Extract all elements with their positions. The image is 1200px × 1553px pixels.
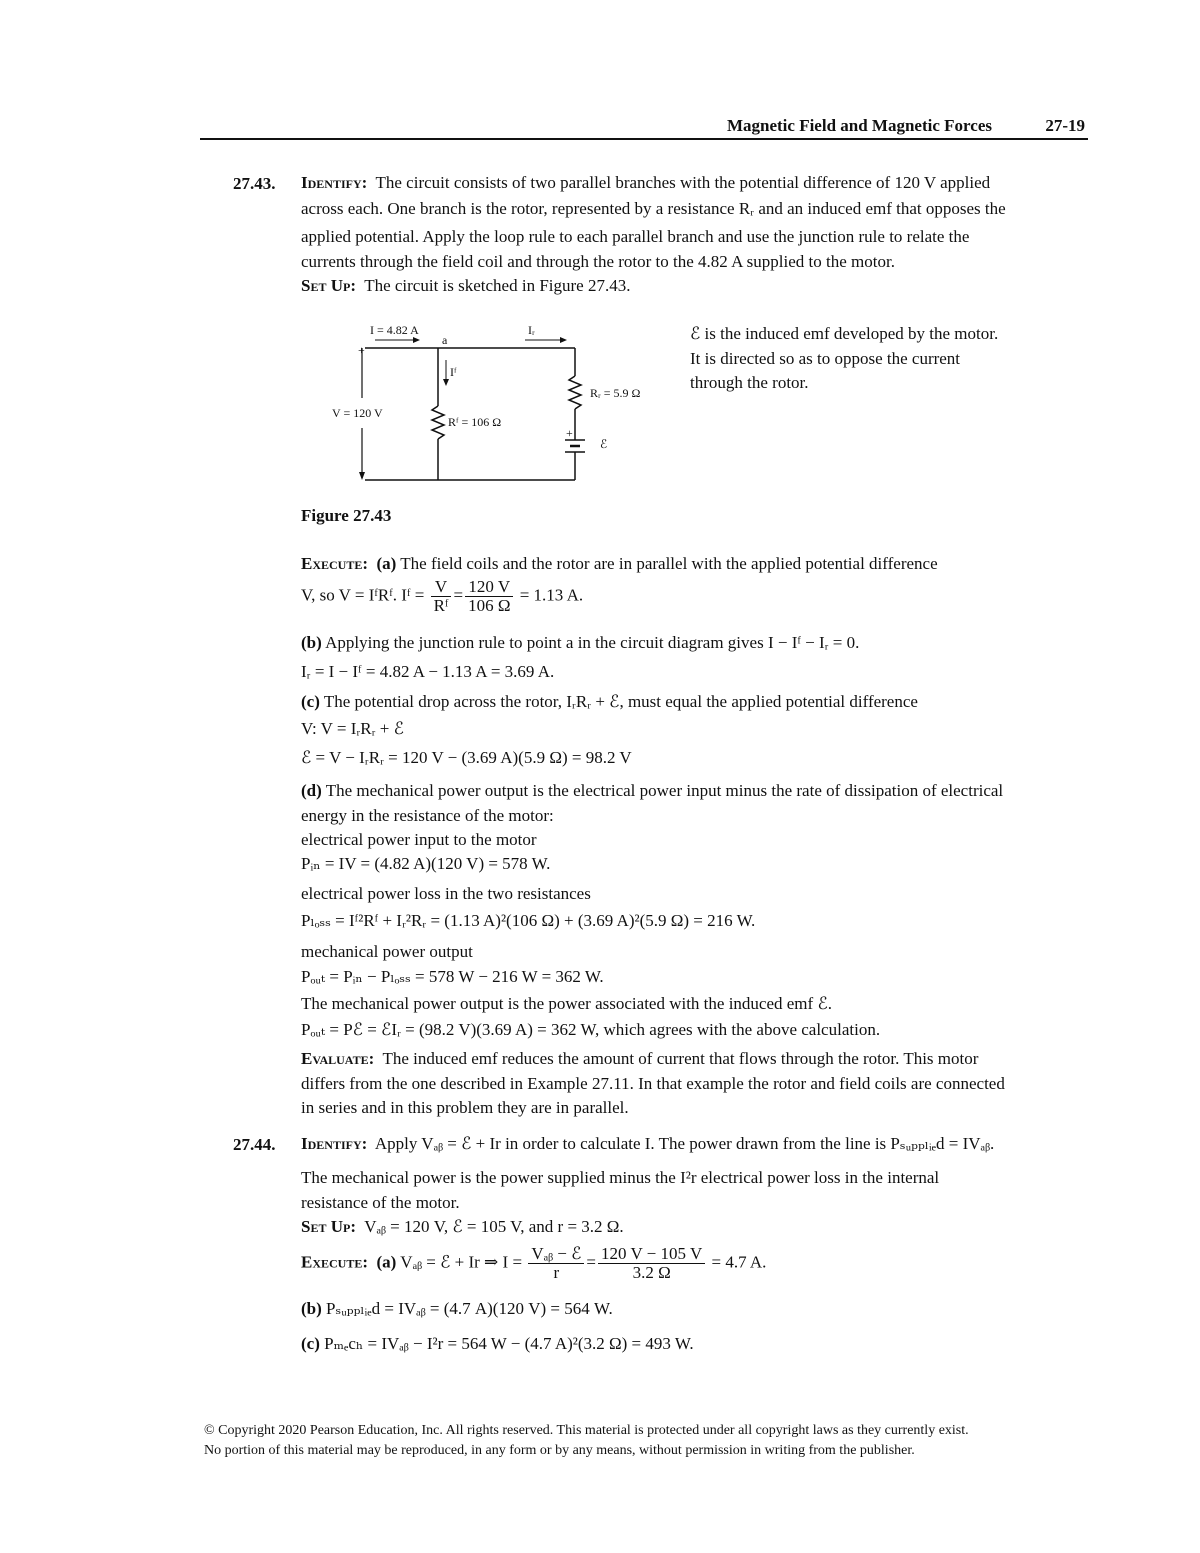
- evaluate-label: Evaluate:: [301, 1049, 375, 1068]
- evaluate-line-2: differs from the one described in Example 27.11. In that example the rotor and field coils are connected: [301, 1074, 1005, 1093]
- page-number: 27-19: [1045, 116, 1085, 135]
- evaluate-text: The induced emf reduces the amount of current that flows through the rotor. This motor: [382, 1049, 979, 1068]
- p44-part-a-result: = 4.7 A.: [711, 1252, 767, 1272]
- p44-identify-text: Apply Vₐᵦ = ℰ + Ir in order to calculate I. The power drawn from the line is Pₛᵤₚₚₗᵢₑd = IVₐᵦ.: [374, 1134, 995, 1153]
- part-b-line: [301, 632, 859, 654]
- fraction-numeric: $\frac{120 V - 105 V}{3.2 \Omega}$: [598, 1245, 705, 1282]
- part-d-equation-4: Pₒᵤₜ = Pℰ = ℰIᵣ = (98.2 V)(3.69 A) = 362 W, which agrees with the above calculation.: [301, 1020, 881, 1039]
- part-a-eq-pre: V, so V = IᶠRᶠ. Iᶠ =: [301, 585, 425, 605]
- fraction-120-over-106: $\frac{120 V}{106 \Omega}$: [465, 578, 513, 615]
- part-d-text: The mechanical power output is the electrical power input minus the rate of dissipation of electrical: [325, 781, 1004, 800]
- label-node-a: a: [442, 333, 448, 347]
- part-d-text-2: energy in the resistance of the motor:: [301, 806, 554, 825]
- identify-line-4: currents through the field coil and through the rotor to the 4.82 A supplied to the motor.: [301, 252, 895, 271]
- label-source-plus: +: [358, 343, 365, 357]
- label-If: Iᶠ: [450, 365, 457, 379]
- evaluate-line-1: [301, 1048, 978, 1070]
- p44-execute-label: Execute:: [301, 1252, 369, 1272]
- part-d-text-6: The mechanical power output is the power associated with the induced emf ℰ.: [301, 994, 832, 1013]
- p44-part-b-equation: Pₛᵤₚₚₗᵢₑd = IVₐᵦ = (4.7 A)(120 V) = 564 W.: [326, 1299, 613, 1318]
- p44-setup-label: Set Up:: [301, 1217, 356, 1236]
- part-c-text: The potential drop across the rotor, IᵣRᵣ + ℰ, must equal the applied potential difference: [323, 692, 918, 711]
- label-Ir: Iᵣ: [528, 323, 535, 337]
- figure-caption: Figure 27.43: [301, 506, 392, 525]
- running-header: [200, 112, 1088, 140]
- part-d-text-3: electrical power input to the motor: [301, 830, 537, 849]
- p44-part-b-line: [301, 1298, 613, 1320]
- part-c-equation-1: V: V = IᵣRᵣ + ℰ: [301, 719, 404, 738]
- part-a-text: The field coils and the rotor are in parallel with the applied potential difference: [400, 554, 938, 573]
- part-c-equation-2: ℰ = V − IᵣRᵣ = 120 V − (3.69 A)(5.9 Ω) = 98.2 V: [301, 748, 632, 767]
- problem-number-27-43: 27.43.: [233, 174, 276, 193]
- p44-identify-label: Identify:: [301, 1134, 368, 1153]
- part-d-equation-2: Pₗₒₛₛ = Iᶠ²Rᶠ + Iᵣ²Rᵣ = (1.13 A)²(106 Ω) + (3.69 A)²(5.9 Ω) = 216 W.: [301, 911, 756, 930]
- p44-part-c-line: [301, 1333, 694, 1355]
- part-b-label: (b): [301, 633, 322, 652]
- label-I: I = 4.82 A: [370, 323, 419, 337]
- p44-part-a-label: (a): [376, 1252, 397, 1272]
- fraction-Vab-minus-emf-over-r: $\frac{\text{Vₐᵦ − ℰ}}{r}$: [528, 1245, 584, 1282]
- part-a-equation: V, so V = IᶠRᶠ. Iᶠ = $\frac{V}{\text{Rᶠ}}$ = $\frac{120 V}{106 \Omega}$ = 1.13 A.: [301, 577, 584, 615]
- figure-note-1: ℰ is the induced emf developed by the motor.: [690, 324, 999, 343]
- part-a-label: (a): [376, 554, 397, 573]
- copyright-line-1: © Copyright 2020 Pearson Education, Inc. All rights reserved. This material is protected under all copyright laws as they currently exist.: [204, 1423, 969, 1438]
- chapter-title: Magnetic Field and Magnetic Forces: [726, 116, 992, 135]
- p44-setup-text: Vₐᵦ = 120 V, ℰ = 105 V, and r = 3.2 Ω.: [364, 1217, 624, 1236]
- part-a-result: = 1.13 A.: [519, 585, 584, 605]
- part-d-text-4: electrical power loss in the two resistances: [301, 884, 591, 903]
- label-V: V = 120 V: [332, 406, 383, 420]
- part-b-text: Applying the junction rule to point a in the circuit diagram gives I − Iᶠ − Iᵣ = 0.: [325, 633, 860, 652]
- p44-part-c-equation: Pₘₑcₕ = IVₐᵦ − I²r = 564 W − (4.7 A)²(3.2 Ω) = 493 W.: [324, 1334, 694, 1353]
- identify-line-1: [301, 172, 990, 194]
- setup-label: Set Up:: [301, 276, 356, 295]
- evaluate-line-3: in series and in this problem they are in parallel.: [301, 1098, 629, 1117]
- setup-text: The circuit is sketched in Figure 27.43.: [364, 276, 631, 295]
- p44-identify-line-1: [301, 1133, 994, 1155]
- identify-line-2: across each. One branch is the rotor, represented by a resistance Rᵣ and an induced emf that opposes the: [301, 199, 1006, 218]
- part-b-equation: Iᵣ = I − Iᶠ = 4.82 A − 1.13 A = 3.69 A.: [301, 662, 555, 681]
- setup-line: [301, 275, 630, 297]
- identify-label: Identify:: [301, 173, 368, 192]
- copyright-line-2: No portion of this material may be reproduced, in any form or by any means, without permission in writing from the publisher.: [204, 1443, 915, 1458]
- part-d-equation-3: Pₒᵤₜ = Pᵢₙ − Pₗₒₛₛ = 578 W − 216 W = 362 W.: [301, 967, 604, 986]
- part-d-label: (d): [301, 781, 322, 800]
- part-d-equation-1: Pᵢₙ = IV = (4.82 A)(120 V) = 578 W.: [301, 854, 551, 873]
- execute-label: Execute:: [301, 554, 369, 573]
- identify-line-3: applied potential. Apply the loop rule to each parallel branch and use the junction rule to relate the: [301, 227, 970, 246]
- circuit-diagram: [320, 318, 670, 498]
- p44-part-c-label: (c): [301, 1334, 320, 1353]
- part-c-line: [301, 691, 918, 713]
- problem-number-27-44: 27.44.: [233, 1135, 276, 1154]
- p44-part-b-label: (b): [301, 1299, 322, 1318]
- execute-a-line: [301, 553, 938, 575]
- figure-note-3: through the rotor.: [690, 373, 809, 392]
- p44-identify-line-3: resistance of the motor.: [301, 1193, 460, 1212]
- part-d-line: [301, 780, 1003, 802]
- rotor-resistor: [569, 376, 581, 409]
- label-Rr: Rᵣ = 5.9 Ω: [590, 386, 641, 400]
- identify-text: The circuit consists of two parallel branches with the potential difference of 120 V applied: [375, 173, 991, 192]
- p44-identify-line-2: The mechanical power is the power supplied minus the I²r electrical power loss in the internal: [301, 1168, 940, 1187]
- part-c-label: (c): [301, 692, 320, 711]
- label-emf: ℰ: [600, 437, 608, 451]
- fraction-V-over-Rf: $\frac{V}{\text{Rᶠ}}$: [431, 578, 452, 615]
- p44-setup-line: [301, 1216, 624, 1238]
- label-emf-plus: +: [566, 426, 573, 440]
- part-d-text-5: mechanical power output: [301, 942, 473, 961]
- p44-part-a-equation: Execute: (a) Vₐᵦ = ℰ + Ir ⇒ I = $\frac{\text{Vₐᵦ − ℰ}}{r}$ = $\frac{120 V - 105 V}{3.2 \Omega}$ = 4.7 A.: [301, 1244, 767, 1282]
- label-Rf: Rᶠ = 106 Ω: [448, 415, 502, 429]
- p44-part-a-eq-pre: Vₐᵦ = ℰ + Ir ⇒ I =: [400, 1252, 523, 1272]
- figure-note-2: It is directed so as to oppose the current: [690, 349, 961, 368]
- field-resistor: [432, 406, 444, 439]
